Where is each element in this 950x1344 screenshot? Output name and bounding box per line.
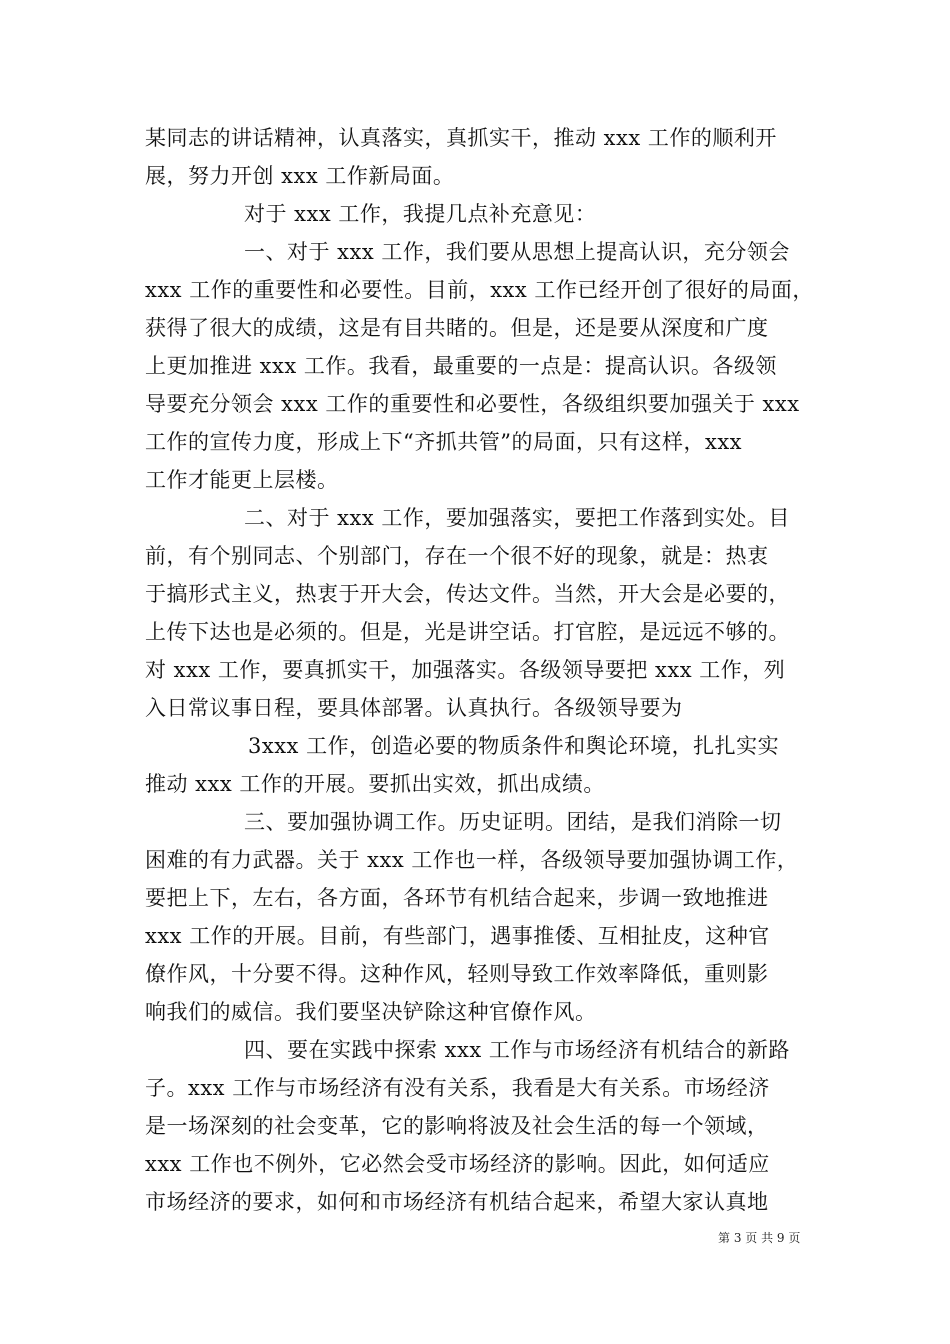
text-line: 前，有个别同志、个别部门，存在一个很不好的现象，就是：热衷 bbox=[145, 544, 769, 568]
text-line: 市场经济的要求，如何和市场经济有机结合起来，希望大家认真地 bbox=[145, 1190, 769, 1214]
text-line: xxx 工作的开展。目前，有些部门，遇事推倭、互相扯皮，这种官 bbox=[145, 924, 770, 948]
text-line: 对于 xxx 工作，我提几点补充意见： bbox=[244, 202, 597, 226]
text-line: xxx 工作也不例外，它必然会受市场经济的影响。因此，如何适应 bbox=[145, 1152, 770, 1176]
text-line: 推动 xxx 工作的开展。要抓出实效，抓出成绩。 bbox=[145, 772, 605, 796]
text-line: 入日常议事日程，要具体部署。认真执行。各级领导要为 bbox=[145, 696, 683, 720]
text-line: 僚作风，十分要不得。这种作风，轻则导致工作效率降低，重则影 bbox=[145, 962, 769, 986]
text-line: 响我们的威信。我们要坚决铲除这种官僚作风。 bbox=[145, 1000, 597, 1024]
text-line: 困难的有力武器。关于 xxx 工作也一样，各级领导要加强协调工作， bbox=[145, 848, 799, 872]
page-number: 第 3 页 共 9 页 bbox=[718, 1231, 801, 1245]
text-line: xxx 工作的重要性和必要性。目前，xxx 工作已经开创了很好的局面， bbox=[145, 278, 814, 302]
text-line: 工作才能更上层楼。 bbox=[145, 468, 339, 492]
text-line: 要把上下，左右，各方面，各环节有机结合起来，步调一致地推进 bbox=[145, 886, 769, 910]
text-line: 四、要在实践中探索 xxx 工作与市场经济有机结合的新路 bbox=[244, 1038, 790, 1062]
text-line: 某同志的讲话精神，认真落实，真抓实干，推动 xxx 工作的顺利开 bbox=[145, 126, 777, 150]
text-line: 对 xxx 工作，要真抓实干，加强落实。各级领导要把 xxx 工作，列 bbox=[145, 658, 786, 682]
text-line: 是一场深刻的社会变革，它的影响将波及社会生活的每一个领域， bbox=[145, 1114, 769, 1138]
text-line: 工作的宣传力度，形成上下“齐抓共管”的局面，只有这样，xxx bbox=[145, 430, 742, 454]
text-line: 上更加推进 xxx 工作。我看，最重要的一点是：提高认识。各级领 bbox=[145, 354, 777, 378]
text-line: 导要充分领会 xxx 工作的重要性和必要性，各级组织要加强关于 xxx bbox=[145, 392, 800, 416]
text-line: 上传下达也是必须的。但是，光是讲空话。打官腔，是远远不够的。 bbox=[145, 620, 790, 644]
text-line: 展，努力开创 xxx 工作新局面。 bbox=[145, 164, 455, 188]
text-line: 三、要加强协调工作。历史证明。团结，是我们消除一切 bbox=[244, 810, 782, 834]
text-line: 获得了很大的成绩，这是有目共睹的。但是，还是要从深度和广度 bbox=[145, 316, 769, 340]
text-line: 子。xxx 工作与市场经济有没有关系，我看是大有关系。市场经济 bbox=[145, 1076, 770, 1100]
text-line: 于搞形式主义，热衷于开大会，传达文件。当然，开大会是必要的， bbox=[145, 582, 790, 606]
text-line: 3xxx 工作，创造必要的物质条件和舆论环境，扎扎实实 bbox=[248, 734, 780, 758]
text-line: 一、对于 xxx 工作，我们要从思想上提高认识，充分领会 bbox=[244, 240, 790, 264]
text-line: 二、对于 xxx 工作，要加强落实，要把工作落到实处。目 bbox=[244, 506, 790, 530]
